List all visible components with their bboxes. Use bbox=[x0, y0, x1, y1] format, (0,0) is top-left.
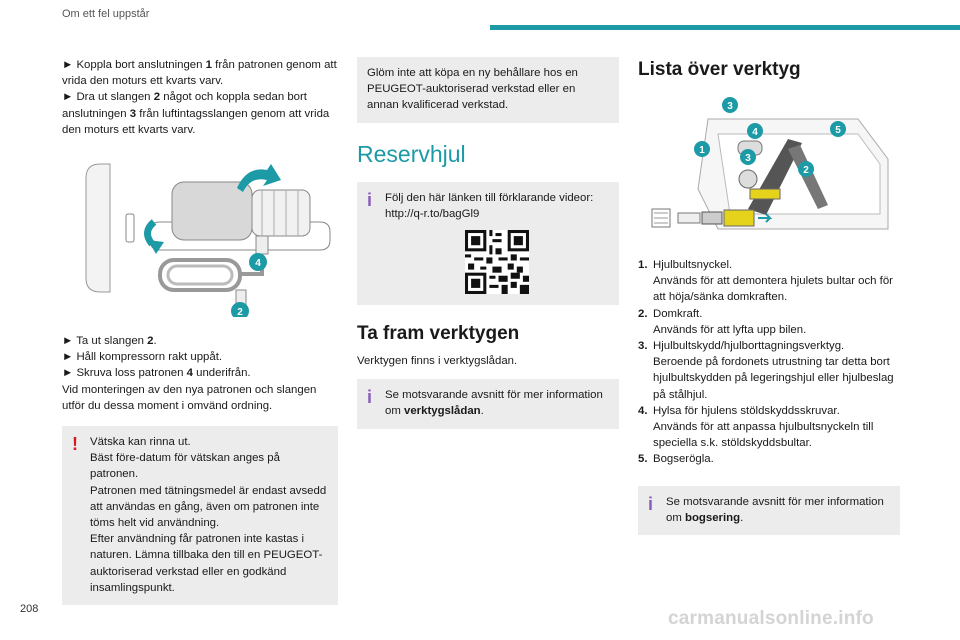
step-disconnect-connector bbox=[62, 57, 338, 89]
step-text: underifrån. bbox=[192, 367, 251, 380]
step-text: ► Koppla bort anslutningen bbox=[62, 59, 206, 71]
heading-ta-fram-verktygen: Ta fram verktygen bbox=[357, 323, 520, 345]
list-desc: Beroende på fordonets utrustning tar detta bort hjulbultskydden på legeringshjul eller hjulbeslag på stålhjul. bbox=[653, 356, 894, 401]
figure-badge-2: 2 bbox=[803, 165, 809, 176]
info-text: . bbox=[740, 511, 744, 524]
warning-text: Vätska kan rinna ut. bbox=[90, 436, 191, 449]
list-number: 1. bbox=[638, 259, 648, 271]
tool-list bbox=[638, 257, 900, 468]
watermark: carmanualsonline.info bbox=[668, 608, 874, 629]
figure-badge-4: 4 bbox=[255, 258, 261, 270]
warning-box bbox=[62, 426, 338, 605]
figure-badge-3: 3 bbox=[727, 101, 733, 112]
list-item bbox=[638, 306, 900, 338]
info-link-text: verktygslådan bbox=[404, 405, 481, 418]
warning-text: Patronen med tätningsmedel är endast avsedd att användas en gång, även om patronen inte töms helt vid användning. bbox=[90, 484, 327, 530]
info-box-video bbox=[357, 182, 619, 305]
header-accent-bar bbox=[490, 25, 960, 30]
figure-badge-2: 2 bbox=[237, 307, 243, 318]
toolbox-illustration bbox=[638, 89, 900, 249]
step-ref-number: 3 bbox=[129, 107, 137, 120]
step-text: ► Ta ut slangen bbox=[62, 335, 148, 348]
list-title: Hjulbultskydd/hjulborttagningsverktyg. bbox=[653, 340, 845, 353]
step-hold-compressor: ► Håll kompressorn rakt uppåt. bbox=[62, 351, 223, 364]
step-ref-number: 1 bbox=[205, 59, 212, 71]
list-item bbox=[638, 338, 900, 403]
step-ref-number: 4 bbox=[186, 367, 193, 380]
column-1 bbox=[62, 57, 338, 605]
step-pull-hose bbox=[62, 89, 338, 138]
info-text: . bbox=[480, 405, 484, 418]
column-2 bbox=[357, 57, 619, 429]
figure-badge-4: 4 bbox=[752, 127, 758, 138]
cartridge-illustration bbox=[62, 152, 338, 317]
list-title: Hjulbultsnyckel. bbox=[653, 259, 733, 271]
list-number: 3. bbox=[638, 340, 648, 353]
heading-reservhjul: Reservhjul bbox=[357, 140, 466, 167]
step-ref-number: 2 bbox=[147, 335, 154, 348]
list-title: Bogserögla. bbox=[653, 453, 714, 466]
list-title: Hylsa för hjulens stöldskyddsskruvar. bbox=[653, 404, 840, 417]
list-desc: Används för att anpassa hjulbultsnyckeln till speciella s.k. stöldskyddsbultar. bbox=[653, 421, 874, 450]
info-text: Se motsvarande avsnitt för mer information om bbox=[666, 495, 884, 524]
info-icon: i bbox=[367, 387, 373, 408]
list-desc: Används för att lyfta upp bilen. bbox=[653, 323, 807, 336]
qr-code-image bbox=[465, 230, 529, 294]
info-text: Se motsvarande avsnitt för mer information om bbox=[385, 389, 603, 418]
warning-text: Efter användning får patronen inte kastas i naturen. Lämna tillbaka den till en PEUGEOT-auktoriserad verkstad eller en godkänd insamlingspunkt. bbox=[90, 533, 323, 594]
step-ref-number: 2 bbox=[153, 91, 161, 104]
exclamation-icon: ! bbox=[72, 434, 78, 455]
info-link-text: bogsering bbox=[685, 511, 741, 524]
list-number: 4. bbox=[638, 404, 648, 417]
step-unscrew-cartridge bbox=[62, 365, 338, 381]
list-item bbox=[638, 451, 900, 467]
figure-badge-3: 3 bbox=[745, 153, 751, 164]
step-remove-hose bbox=[62, 333, 338, 349]
step-text: . bbox=[153, 335, 157, 348]
list-desc: Används för att demontera hjulets bultar och för att höja/sänka domkraften. bbox=[653, 275, 893, 304]
note-text: Glöm inte att köpa en ny behållare hos en PEUGEOT-auktoriserad verkstad eller en annan kvalificerad verkstad. bbox=[367, 67, 578, 112]
list-title: Domkraft. bbox=[653, 307, 703, 320]
warning-text: Bäst före-datum för vätskan anges på patronen. bbox=[90, 452, 280, 481]
step-text: från luftintagsslangen genom att vrida den moturs ett kvarts varv. bbox=[62, 107, 330, 136]
column-3 bbox=[638, 57, 900, 535]
heading-lista-over-verktyg: Lista över verktyg bbox=[638, 59, 801, 80]
info-icon: i bbox=[648, 493, 654, 514]
verktyg-text: Verktygen finns i verktygslådan. bbox=[357, 355, 518, 368]
step-text: ► Skruva loss patronen bbox=[62, 367, 187, 380]
step-reassembly: Vid monteringen av den nya patronen och slangen utför du dessa moment i omvänd ordning. bbox=[62, 383, 317, 412]
info-icon: i bbox=[367, 189, 373, 210]
page-number: 208 bbox=[20, 603, 39, 615]
info-box-toolbox bbox=[357, 379, 619, 428]
step-text: ► Dra ut slangen bbox=[62, 91, 154, 104]
info-box-towing bbox=[638, 486, 900, 535]
figure-badge-5: 5 bbox=[835, 125, 841, 136]
step-text: från patronen genom att vrida den moturs ett kvarts varv. bbox=[62, 59, 337, 88]
info-text: Följ den här länken till förklarande videor: http://q-r.to/bagGl9 bbox=[385, 191, 594, 220]
list-number: 2. bbox=[638, 307, 648, 320]
running-header: Om ett fel uppstår bbox=[62, 8, 150, 20]
list-item bbox=[638, 257, 900, 306]
note-box bbox=[357, 57, 619, 123]
step-text: något och koppla sedan bort anslutningen bbox=[62, 91, 307, 120]
figure-badge-1: 1 bbox=[699, 145, 705, 156]
list-item bbox=[638, 403, 900, 452]
list-number: 5. bbox=[638, 453, 648, 466]
